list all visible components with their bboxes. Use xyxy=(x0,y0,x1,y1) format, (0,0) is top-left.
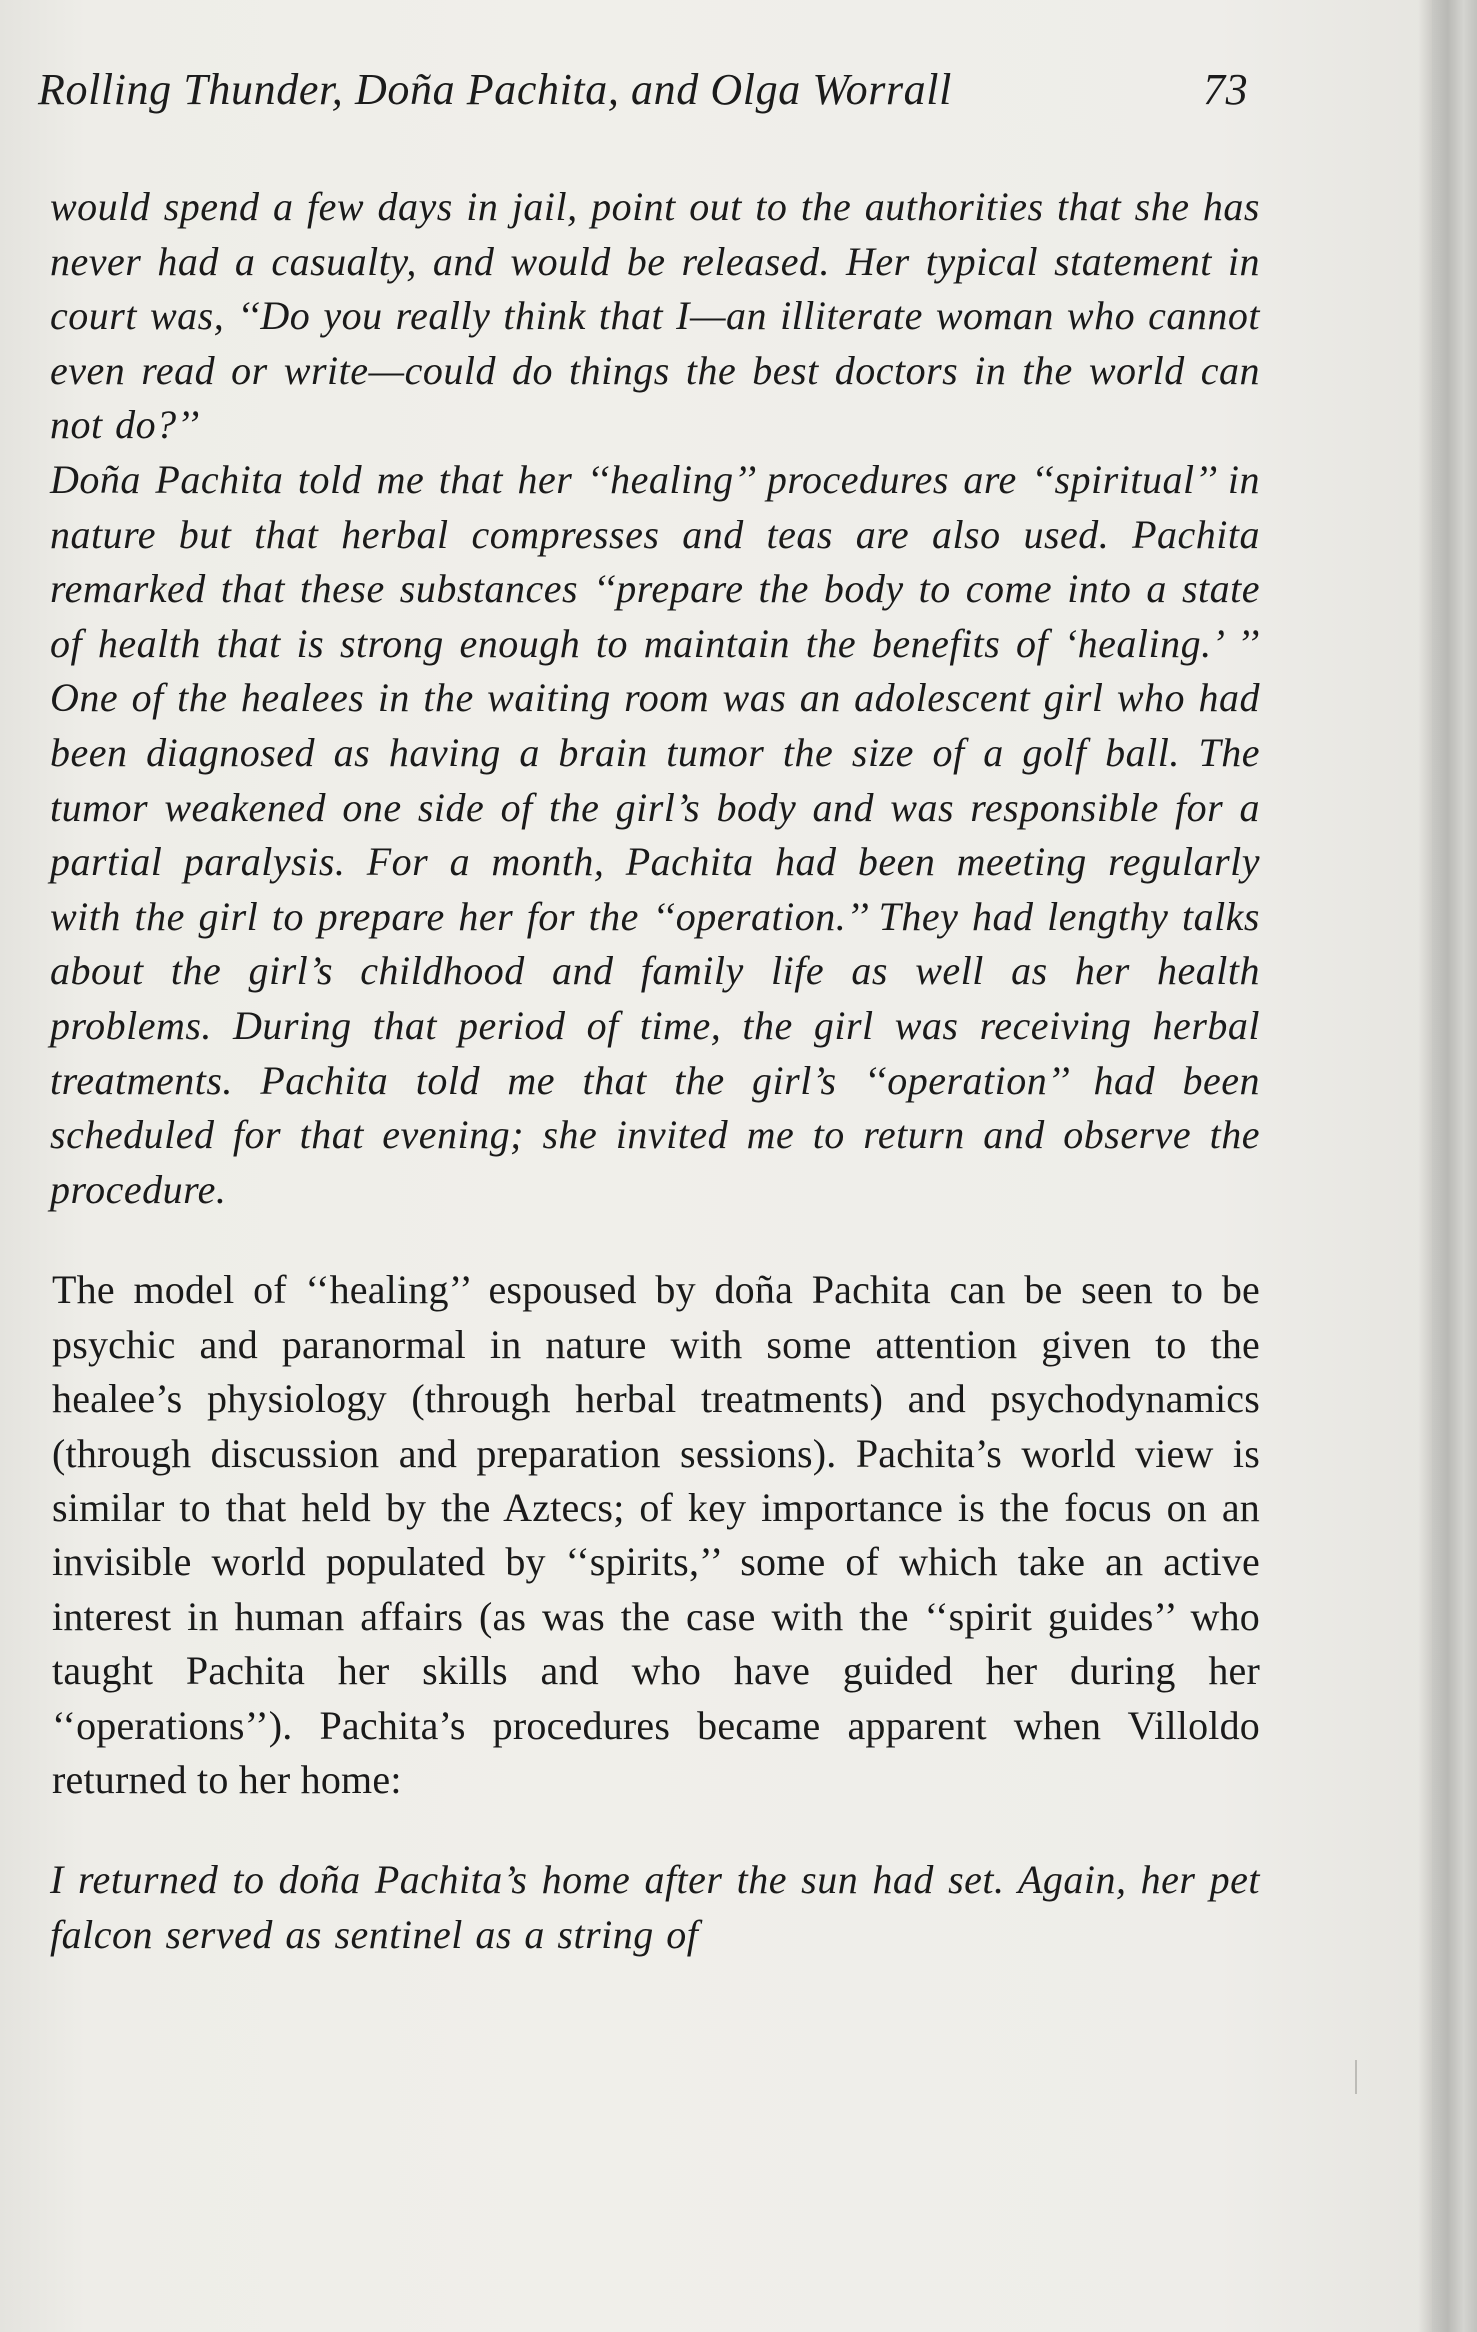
quote-paragraph-start: I returned to doña Pachita’s home after the sun had set. Again, her pet falcon served as sentinel as a string of xyxy=(50,1857,1260,1957)
body-paragraph: The model of ‘‘healing’’ espoused by doña Pachita can be seen to be psychic and paranormal in nature with some attention given to the healee’s physiology (through herbal treatments) and psychodynamics (through discussion and preparation sessions). Pachita’s world view is similar to that held by the Aztecs; of key importance is the focus on an invisible world populated by ‘‘spirits,’’ some of which take an active interest in human affairs (as was the case with the ‘‘spirit guides’’ who taught Pachita her skills and who have guided her during her ‘‘operations’’). Pachita’s procedures became apparent when Villoldo returned to her home: xyxy=(52,1267,1260,1802)
block-quote xyxy=(50,180,1260,1217)
running-title: Rolling Thunder, Doña Pachita, and Olga Worrall xyxy=(38,65,952,114)
page-gutter-shadow xyxy=(1418,0,1432,2332)
margin-mark xyxy=(1355,2060,1357,2094)
book-spine-edge xyxy=(1432,0,1477,2332)
page-body xyxy=(50,180,1260,1963)
quote-paragraph: Doña Pachita told me that her ‘‘healing’’ procedures are ‘‘spiritual’’ in nature but that herbal compresses and teas are also used. Pachita remarked that these substances ‘‘prepare the body to come into a state of health that is strong enough to maintain the benefits of ‘healing.’ ’’ One of the healees in the waiting room was an adolescent girl who had been diagnosed as having a brain tumor the size of a golf ball. The tumor weakened one side of the girl’s body and was responsible for a partial paralysis. For a month, Pachita had been meeting regularly with the girl to prepare her for the ‘‘operation.’’ They had lengthy talks about the girl’s childhood and family life as well as her health problems. During that period of time, the girl was receiving herbal treatments. Pachita told me that the girl’s ‘‘operation’’ had been scheduled for that evening; she invited me to return and observe the procedure. xyxy=(50,456,1260,1212)
quote-paragraph-continued: would spend a few days in jail, point out to the authorities that she has never had a casualty, and would be released. Her typical statement in court was, ‘‘Do you really think that I—an illiterate woman who cannot even read or write—could do things the best doctors in the world can not do?’’ xyxy=(50,184,1260,448)
page-number: 73 xyxy=(1203,65,1249,114)
body-text xyxy=(52,1263,1260,1807)
running-head xyxy=(38,60,1258,130)
block-quote-second xyxy=(50,1853,1260,1962)
